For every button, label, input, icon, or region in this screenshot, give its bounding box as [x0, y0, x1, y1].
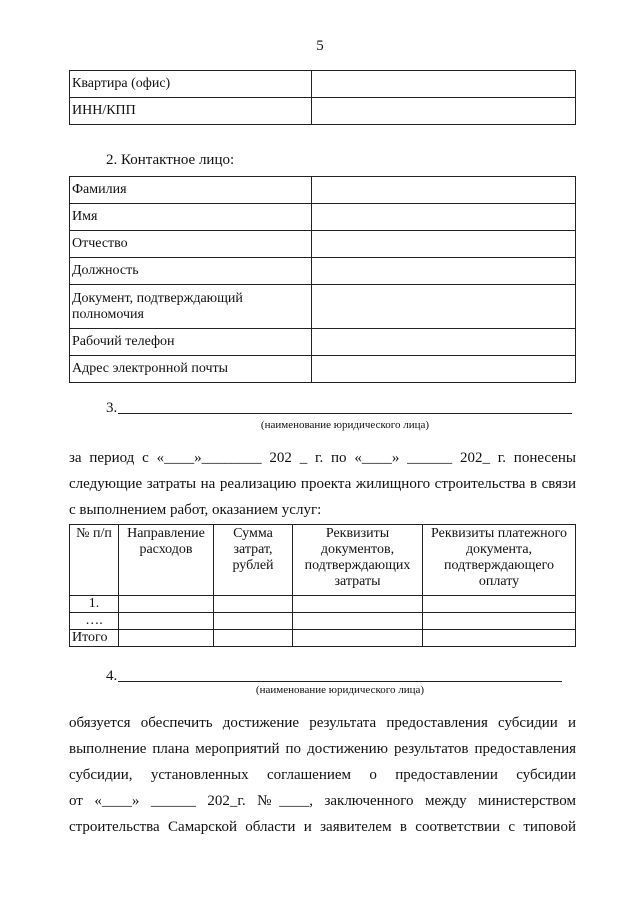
paragraph-line: следующие затраты на реализацию проекта жилищного строительства в связи [69, 476, 576, 492]
paragraph-line: за период с «____»________ 202 _ г. по «____» ______ 202_ г. понесены [69, 450, 576, 466]
legal-entity-name-caption: (наименование юридического лица) [255, 684, 425, 696]
field-label: Имя [70, 204, 312, 231]
field-value-cell[interactable] [312, 231, 576, 258]
row-number-cell: 1. [70, 596, 119, 613]
table-cell[interactable] [293, 630, 423, 647]
field-label: Адрес электронной почты [70, 356, 312, 383]
table-row [70, 285, 576, 329]
paragraph-line: выполнение плана мероприятий по достижению результатов предоставления [69, 741, 576, 757]
field-label: Отчество [70, 231, 312, 258]
table-cell[interactable] [214, 630, 293, 647]
column-header: Реквизиты документов, подтверждающих затраты [293, 525, 423, 596]
section-3-number: 3. [106, 400, 118, 416]
paragraph-line: обязуется обеспечить достижение результата предоставления субсидии и [69, 715, 576, 731]
table-cell[interactable] [293, 596, 423, 613]
table-header-row [70, 525, 576, 596]
field-value-cell[interactable] [312, 71, 576, 98]
field-value-cell[interactable] [312, 204, 576, 231]
legal-entity-name-line[interactable] [118, 681, 562, 682]
field-label: Рабочий телефон [70, 329, 312, 356]
table-cell[interactable] [214, 613, 293, 630]
field-label: Должность [70, 258, 312, 285]
table-row [70, 613, 576, 630]
paragraph-line: субсидии, установленных соглашением о предоставлении субсидии [69, 767, 576, 783]
expenses-paragraph [69, 445, 576, 523]
field-label: Квартира (офис) [70, 71, 312, 98]
column-header: Реквизиты платежного документа, подтверждающего оплату [423, 525, 576, 596]
field-value-cell[interactable] [312, 356, 576, 383]
table-cell[interactable] [119, 613, 214, 630]
table-row [70, 231, 576, 258]
field-value-cell[interactable] [312, 177, 576, 204]
paragraph-line: строительства Самарской области и заявителем в соответствии с типовой [69, 819, 576, 835]
total-label-cell: Итого [70, 630, 119, 647]
column-header: № п/п [70, 525, 119, 596]
table-row [70, 71, 576, 98]
field-value-cell[interactable] [312, 258, 576, 285]
column-header: Сумма затрат, рублей [214, 525, 293, 596]
column-header: Направление расходов [119, 525, 214, 596]
field-label: Документ, подтверждающий полномочия [70, 285, 312, 329]
organization-details-table [69, 70, 576, 125]
table-row [70, 356, 576, 383]
section-4-number: 4. [106, 668, 118, 684]
contact-person-table [69, 176, 576, 383]
table-row [70, 177, 576, 204]
table-cell[interactable] [423, 630, 576, 647]
table-cell[interactable] [423, 596, 576, 613]
page-number: 5 [316, 38, 324, 54]
field-value-cell[interactable] [312, 329, 576, 356]
legal-entity-name-caption: (наименование юридического лица) [260, 419, 430, 431]
field-value-cell[interactable] [312, 98, 576, 125]
obligation-paragraph [69, 710, 576, 840]
row-number-cell: …. [70, 613, 119, 630]
field-value-cell[interactable] [312, 285, 576, 329]
field-label: ИНН/КПП [70, 98, 312, 125]
table-cell[interactable] [119, 596, 214, 613]
table-row [70, 258, 576, 285]
table-row [70, 204, 576, 231]
table-cell[interactable] [119, 630, 214, 647]
expenses-table [69, 524, 576, 647]
table-row [70, 98, 576, 125]
table-cell[interactable] [214, 596, 293, 613]
table-row [70, 329, 576, 356]
paragraph-line: с выполнением работ, оказанием услуг: [69, 502, 322, 518]
legal-entity-name-line[interactable] [118, 413, 572, 414]
field-label: Фамилия [70, 177, 312, 204]
table-row [70, 630, 576, 647]
paragraph-line: от «____» ______ 202_г. №____, заключенного между министерством [69, 793, 576, 809]
table-row [70, 596, 576, 613]
contact-person-heading: 2. Контактное лицо: [106, 152, 235, 168]
table-cell[interactable] [423, 613, 576, 630]
table-cell[interactable] [293, 613, 423, 630]
